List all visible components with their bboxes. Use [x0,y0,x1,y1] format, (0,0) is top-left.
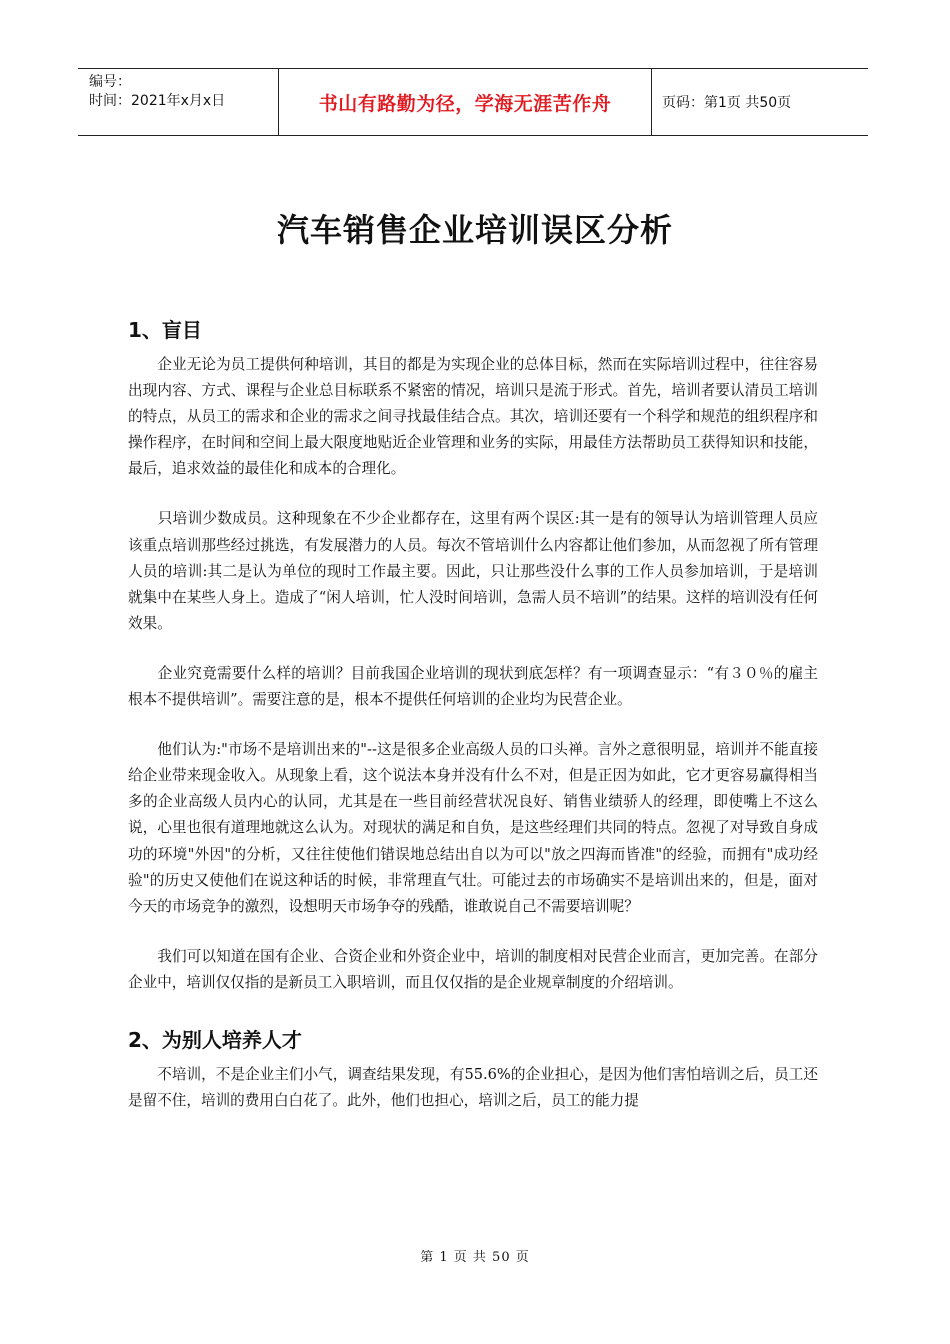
section-heading: 1、盲目 [128,318,202,342]
body-paragraph: 企业究竟需要什么样的培训？目前我国企业培训的现状到底怎样？有一项调查显示：“有３０％的雇主根本不提供培训”。需要注意的是，根本不提供任何培训的企业均为民营企业。 [128,664,818,709]
body-paragraph: 他们认为:"市场不是培训出来的"--这是很多企业高级人员的口头禅。言外之意很明显，培训并不能直接给企业带来现金收入。从现象上看，这个说法本身并没有什么不对，但是正因为如此，它才更容易赢得相当多的企业高级人员内心的认同，尤其是在一些目前经营状况良好、销售业绩骄人的经理，即使嘴上不这么说，心里也很有道理地就这么认为。对现状的满足和自负，是这些经理们共同的特点。忽视了对导致自身成功的环境"外因"的分析，又往往使他们错误地总结出自以为可以"放之四海而皆准"的经验，而拥有"成功经验"的历史又使他们在说这种话的时候，非常理直气壮。可能过去的市场确实不是培训出来的，但是，面对今天的市场竞争的激烈，设想明天市场争夺的残酷，谁敢说自己不需要培训呢？ [128,741,818,915]
document-number-label: 编号： [89,74,131,90]
header-page-info: 页码：第1页 共50页 [662,95,792,111]
document-title: 汽车销售企业培训误区分析 [276,211,673,249]
header-meta [78,69,279,135]
body-paragraph: 企业无论为员工提供何种培训，其目的都是为实现企业的总体目标，然而在实际培训过程中，往往容易出现内容、方式、课程与企业总目标联系不紧密的情况，培训只是流于形式。首先，培训者要认清员工培训的特点，从员工的需求和企业的需求之间寻找最佳结合点。其次，培训还要有一个科学和规范的组织程序和操作程序，在时间和空间上最大限度地贴近企业管理和业务的实际，用最佳方法帮助员工获得知识和技能，最后，追求效益的最佳化和成本的合理化。 [128,356,818,478]
header-motto: 书山有路勤为径，学海无涯苦作舟 [279,69,652,135]
body-paragraph: 不培训，不是企业主们小气，调查结果发现，有55.6%的企业担心，是因为他们害怕培训之后，员工还是留不住，培训的费用白白花了。此外，他们也担心，培训之后，员工的能力提 [128,1065,818,1110]
section-heading: 2、为别人培养人才 [128,1027,302,1052]
page-footer: 第 1 页 共 50 页 [420,1250,530,1265]
body-paragraph: 只培训少数成员。这种现象在不少企业都存在，这里有两个误区:其一是有的领导认为培训管理人员应该重点培训那些经过挑选，有发展潜力的人员。每次不管培训什么内容都让他们参加，从而忽视了所有管理人员的培训:其二是认为单位的现时工作最主要。因此，只让那些没什么事的工作人员参加培训，于是培训就集中在某些人身上。造成了“闲人培训，忙人没时间培训，急需人员不培训”的结果。这样的培训没有任何效果。 [128,510,818,632]
document-date: 时间：2021年x月x日 [89,93,226,109]
document-body [128,312,818,1138]
body-paragraph: 我们可以知道在国有企业、合资企业和外资企业中，培训的制度相对民营企业而言，更加完善。在部分企业中，培训仅仅指的是新员工入职培训，而且仅仅指的是企业规章制度的介绍培训。 [128,947,818,991]
page-header [78,68,868,136]
